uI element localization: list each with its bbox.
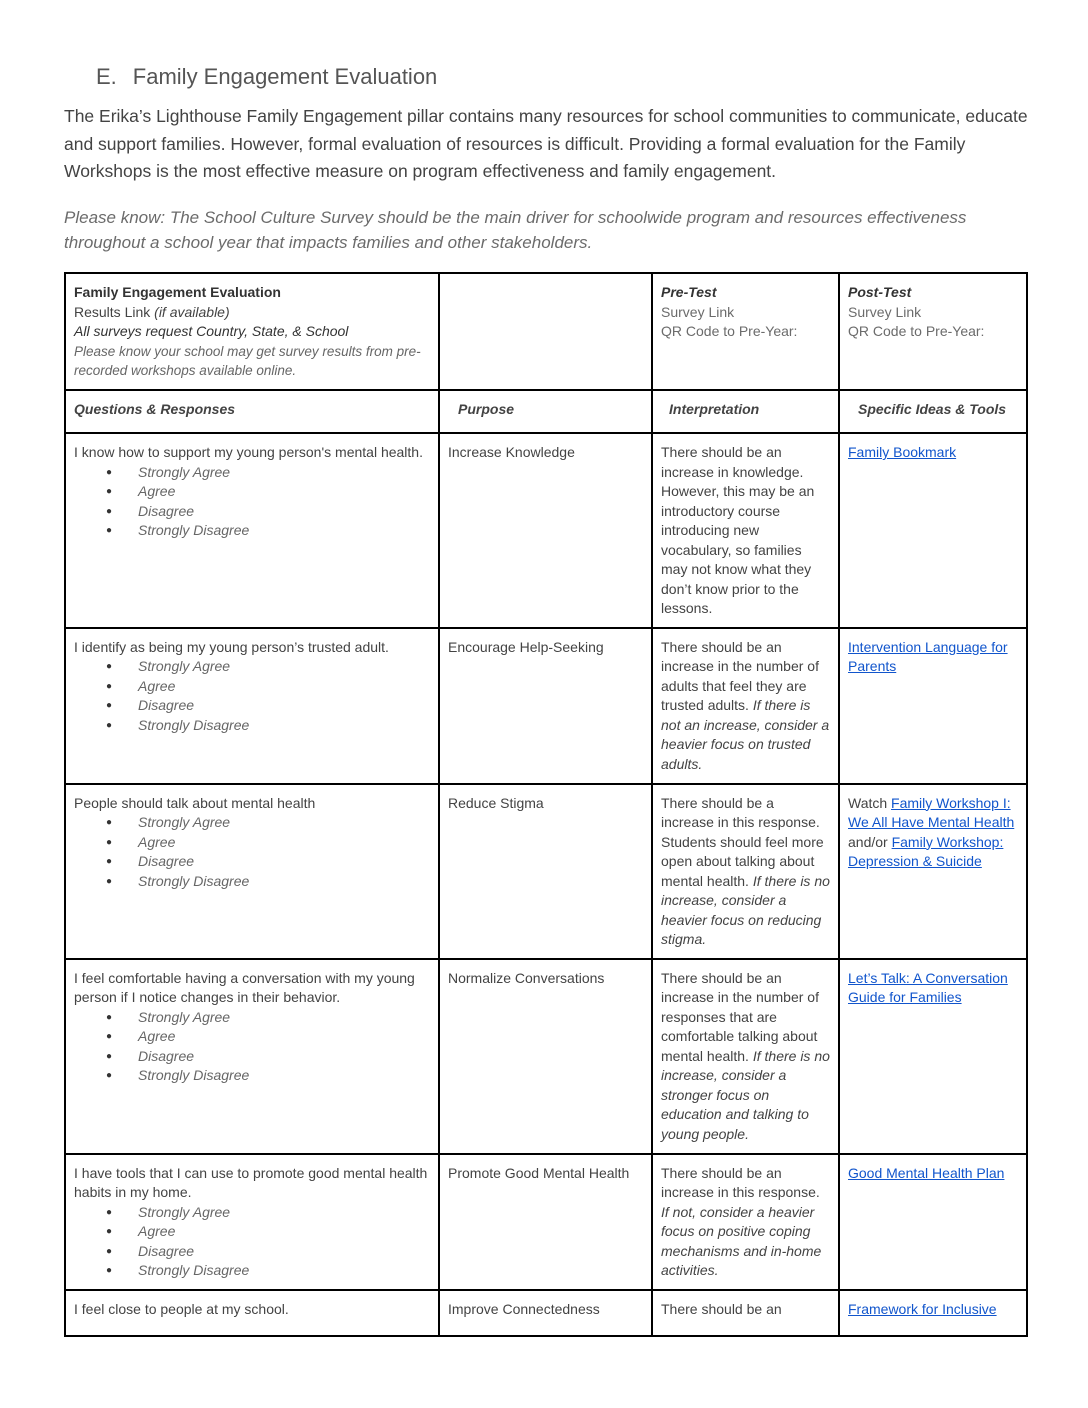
option-item: ● Agree bbox=[106, 1222, 430, 1242]
interpretation-cell bbox=[652, 433, 839, 628]
pre-test-survey-link[interactable]: Survey Link bbox=[661, 303, 735, 320]
question-text: I have tools that I can use to promote good mental health habits in my home. bbox=[74, 1164, 428, 1200]
interpretation-text: There should be an increase in this response. bbox=[661, 1164, 820, 1200]
purpose-cell: Reduce Stigma bbox=[439, 784, 652, 959]
table-title: Family Engagement Evaluation bbox=[74, 284, 281, 300]
table-row bbox=[65, 784, 1027, 959]
interpretation-italic: If there is no increase, consider a stronger focus on education and talking to young people. bbox=[661, 1047, 830, 1142]
tool-link-good-mental-health-plan[interactable]: Good Mental Health Plan bbox=[848, 1164, 1005, 1181]
interpretation-text: There should be an increase in knowledge. However, this may be an introductory course introducing new vocabulary, so families may not know what they don’t know prior to the lessons. bbox=[661, 444, 815, 616]
option-item: ● Agree bbox=[106, 482, 430, 502]
response-options bbox=[74, 463, 430, 541]
question-cell bbox=[65, 784, 439, 959]
pre-test-qr-label: QR Code to Pre-Year: bbox=[661, 323, 798, 339]
table-row bbox=[65, 433, 1027, 628]
interpretation-italic: If not, consider a heavier focus on positive coping mechanisms and in-home activities. bbox=[661, 1203, 822, 1278]
option-item: ● Strongly Agree bbox=[106, 813, 430, 833]
option-item: ● Strongly Disagree bbox=[106, 872, 430, 892]
school-note: Please know your school may get survey results from pre-recorded workshops available online. bbox=[74, 343, 421, 378]
question-cell bbox=[65, 1154, 439, 1290]
tools-cell bbox=[839, 433, 1027, 628]
option-item: ● Disagree bbox=[106, 1047, 430, 1067]
option-item: ● Strongly Agree bbox=[106, 657, 430, 677]
response-options bbox=[74, 657, 430, 735]
option-item: ● Strongly Disagree bbox=[106, 716, 430, 736]
interpretation-cell bbox=[652, 628, 839, 784]
section-heading bbox=[96, 64, 437, 90]
option-item: ● Disagree bbox=[106, 852, 430, 872]
tool-link-lets-talk[interactable]: Let’s Talk: A Conversation Guide for Families bbox=[848, 969, 1008, 1005]
header-questions: Questions & Responses bbox=[65, 390, 439, 433]
interpretation-cell bbox=[652, 784, 839, 959]
tool-prefix-text: Watch bbox=[848, 794, 892, 811]
italic-note: Please know: The School Culture Survey should be the main driver for schoolwide program and resources effectiveness throughout a school year that impacts families and other stakeholders. bbox=[64, 208, 967, 252]
option-item: ● Strongly Agree bbox=[106, 1203, 430, 1223]
interpretation-text: There should be a increase in this response. Students should feel more open about talking about mental health. bbox=[661, 794, 824, 889]
table-row bbox=[65, 1154, 1027, 1290]
section-title: Family Engagement Evaluation bbox=[132, 64, 438, 89]
option-item: ● Agree bbox=[106, 677, 430, 697]
table-row bbox=[65, 959, 1027, 1154]
purpose-cell: Normalize Conversations bbox=[439, 959, 652, 1154]
response-options bbox=[74, 1203, 430, 1281]
purpose-cell: Promote Good Mental Health bbox=[439, 1154, 652, 1290]
title-cell bbox=[65, 273, 439, 390]
post-test-survey-link[interactable]: Survey Link bbox=[848, 303, 922, 320]
section-letter: E. bbox=[96, 64, 117, 89]
tool-link-family-workshop-1[interactable]: Family Workshop I: We All Have Mental Health bbox=[848, 794, 1015, 830]
interpretation-italic: If there is not an increase, consider a heavier focus on trusted adults. bbox=[661, 697, 830, 772]
tool-link-family-bookmark[interactable]: Family Bookmark bbox=[848, 444, 957, 460]
response-options bbox=[74, 813, 430, 891]
tools-cell bbox=[839, 1154, 1027, 1290]
option-item: ● Agree bbox=[106, 1027, 430, 1047]
results-link-label bbox=[74, 303, 430, 323]
tools-cell bbox=[839, 628, 1027, 784]
purpose-cell: Increase Knowledge bbox=[439, 433, 652, 628]
post-test-cell bbox=[839, 273, 1027, 390]
evaluation-table bbox=[64, 272, 1028, 1337]
column-header-row bbox=[65, 390, 1027, 433]
question-cell bbox=[65, 433, 439, 628]
pre-test-title: Pre-Test bbox=[661, 284, 717, 300]
post-test-qr-label: QR Code to Pre-Year: bbox=[848, 323, 985, 339]
header-purpose: Purpose bbox=[439, 390, 652, 433]
question-text: I feel close to people at my school. bbox=[74, 1300, 289, 1317]
post-test-title: Post-Test bbox=[848, 284, 912, 300]
option-item: ● Strongly Disagree bbox=[106, 1066, 430, 1086]
header-ideas-tools: Specific Ideas & Tools bbox=[839, 390, 1027, 433]
intro-paragraph: The Erika’s Lighthouse Family Engagement pillar contains many resources for school communities to communicate, educate and support families. However, formal evaluation of resources is difficult. Providing a formal evaluation for the Family Workshops is the most effective measure on program effectiveness and family engagement. bbox=[64, 106, 1028, 181]
empty-cell bbox=[439, 273, 652, 390]
question-cell bbox=[65, 1290, 439, 1336]
response-options bbox=[74, 1008, 430, 1086]
interpretation-cell bbox=[652, 959, 839, 1154]
option-item: ● Strongly Agree bbox=[106, 463, 430, 483]
results-link-text: Results Link bbox=[74, 303, 155, 320]
question-text: I feel comfortable having a conversation with my young person if I notice changes in their behavior. bbox=[74, 969, 415, 1005]
option-item: ● Strongly Agree bbox=[106, 1008, 430, 1028]
option-item: ● Agree bbox=[106, 833, 430, 853]
tools-cell bbox=[839, 1290, 1027, 1336]
purpose-cell: Improve Connectedness bbox=[439, 1290, 652, 1336]
tool-link-framework-inclusive[interactable]: Framework for Inclusive bbox=[848, 1300, 997, 1317]
results-link-qualifier: (if available) bbox=[154, 303, 230, 320]
option-item: ● Disagree bbox=[106, 502, 430, 522]
interpretation-cell: There should be an bbox=[652, 1290, 839, 1336]
option-item: ● Disagree bbox=[106, 1242, 430, 1262]
question-text: People should talk about mental health bbox=[74, 794, 316, 811]
interpretation-cell bbox=[652, 1154, 839, 1290]
table-row bbox=[65, 628, 1027, 784]
tools-cell bbox=[839, 959, 1027, 1154]
option-item: ● Strongly Disagree bbox=[106, 1261, 430, 1281]
tool-link-family-workshop-depression[interactable]: Family Workshop: Depression & Suicide bbox=[848, 833, 1004, 869]
header-interpretation: Interpretation bbox=[652, 390, 839, 433]
question-text: I know how to support my young person's mental health. bbox=[74, 444, 423, 460]
interpretation-italic: If there is no increase, consider a heavier focus on reducing stigma. bbox=[661, 872, 830, 947]
interpretation-text: There should be an increase in the number of responses that are comfortable talking about mental health. bbox=[661, 969, 819, 1064]
question-cell bbox=[65, 959, 439, 1154]
pre-test-cell bbox=[652, 273, 839, 390]
surveys-note: All surveys request Country, State, & School bbox=[74, 323, 349, 339]
purpose-cell: Encourage Help-Seeking bbox=[439, 628, 652, 784]
option-item: ● Strongly Disagree bbox=[106, 521, 430, 541]
question-cell bbox=[65, 628, 439, 784]
tools-cell bbox=[839, 784, 1027, 959]
question-text: I identify as being my young person’s trusted adult. bbox=[74, 638, 389, 655]
tool-mid-text: and/or bbox=[848, 833, 892, 850]
table-row bbox=[65, 1290, 1027, 1336]
option-item: ● Disagree bbox=[106, 696, 430, 716]
tool-link-intervention-language[interactable]: Intervention Language for Parents bbox=[848, 638, 1008, 674]
interpretation-text: There should be an increase in the number of adults that feel they are trusted adults. bbox=[661, 638, 819, 713]
table-title-row bbox=[65, 273, 1027, 390]
